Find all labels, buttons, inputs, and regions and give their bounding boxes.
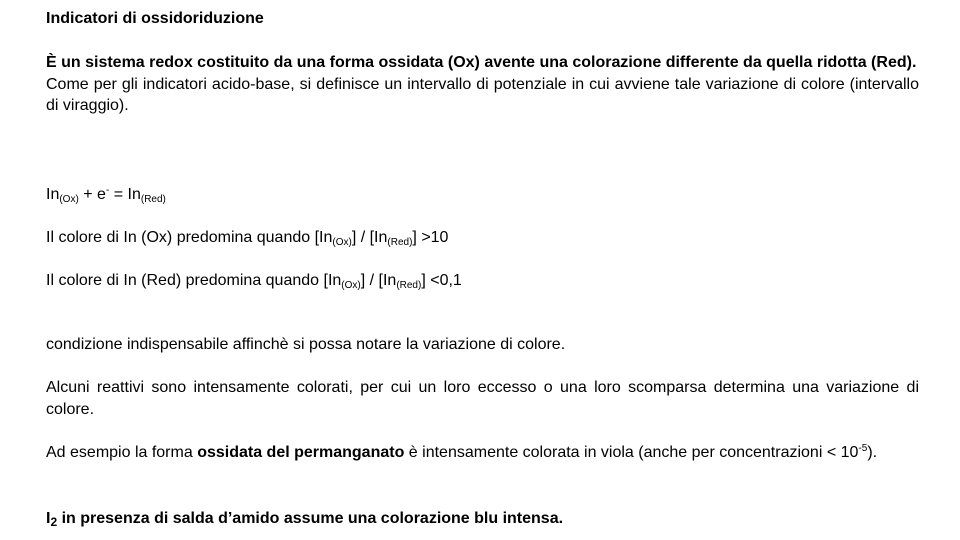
permanganate-after: è intensamente colorata in viola (anche per concentrazioni < 10 — [404, 444, 859, 461]
permanganate-paragraph — [46, 442, 919, 464]
equation-equals-in: = In — [109, 186, 141, 203]
permanganate-before: Ad esempio la forma — [46, 444, 198, 461]
iodine-text: in presenza di salda d’amido assume una colorazione blu intensa. — [57, 510, 564, 527]
slide-title: Indicatori di ossidoriduzione — [46, 10, 264, 27]
condition-ox-suffix: ] >10 — [412, 229, 449, 246]
intro-text: Come per gli indicatori acido-base, si definisce un intervallo di potenziale in cui avviene tale variazione di colore (intervallo di viraggio). — [46, 75, 919, 114]
electron-charge-superscript: - — [105, 185, 110, 196]
equation-plus-electron: + e — [78, 186, 106, 203]
condition-red-red-subscript: (Red) — [396, 280, 422, 291]
iodine-subscript: 2 — [50, 515, 58, 529]
iodine-line — [46, 508, 919, 530]
redox-equation — [46, 184, 919, 206]
condition-ox-red-subscript: (Red) — [387, 237, 413, 248]
condition-ox-ox-subscript: (Ox) — [332, 237, 352, 248]
condition-note: condizione indispensabile affinchè si possa notare la variazione di colore. — [46, 336, 566, 353]
equation-red-subscript: (Red) — [140, 194, 166, 205]
intro-paragraph — [46, 52, 919, 117]
condition-red-line — [46, 270, 919, 292]
permanganate-bold: ossidata del permanganato — [197, 444, 405, 461]
condition-ox-prefix: Il colore di In (Ox) predomina quando [In — [46, 229, 333, 246]
equation-in: In — [46, 186, 60, 203]
condition-red-prefix: Il colore di In (Red) predomina quando [In — [46, 272, 342, 289]
equation-ox-subscript: (Ox) — [59, 194, 79, 205]
concentration-exponent: -5 — [858, 443, 868, 454]
slide-content — [46, 0, 919, 540]
condition-ox-middle: ] / [In — [351, 229, 388, 246]
intro-bold-text: È un sistema redox costituito da una forma ossidata (Ox) avente una colorazione differente da quella ridotta (Red). — [46, 54, 917, 71]
condition-red-ox-subscript: (Ox) — [341, 280, 361, 291]
condition-red-suffix: ] <0,1 — [421, 272, 462, 289]
condition-red-middle: ] / [In — [360, 272, 397, 289]
iodine-symbol: I — [46, 510, 51, 527]
reagents-paragraph: Alcuni reattivi sono intensamente colorati, per cui un loro eccesso o una loro scomparsa determina una variazione di colore. — [46, 379, 919, 418]
permanganate-end: ). — [867, 444, 878, 461]
condition-ox-line — [46, 227, 919, 249]
